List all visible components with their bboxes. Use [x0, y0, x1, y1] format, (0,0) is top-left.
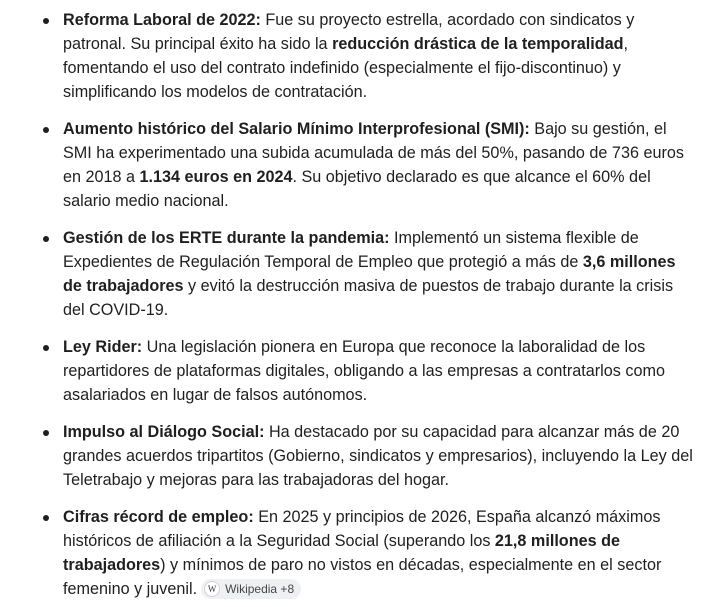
bullet: [43, 345, 49, 351]
list-item: [40, 505, 693, 601]
bullet: [43, 18, 49, 24]
item-heading: Impulso al Diálogo Social:: [63, 423, 265, 441]
item-highlight: 1.134 euros en 2024: [139, 168, 293, 186]
source-chip[interactable]: [201, 579, 301, 599]
item-heading: Cifras récord de empleo:: [63, 508, 254, 526]
bullet: [43, 430, 49, 436]
item-text: En 2025 y principios de 2026, España alcanzó máximos históricos de afiliación a la Seguridad Social (superando los: [63, 508, 661, 550]
item-heading: Aumento histórico del Salario Mínimo Interprofesional (SMI):: [63, 120, 530, 138]
item-highlight: 3,6 millones de trabajadores: [63, 253, 676, 295]
item-text: Fue su proyecto estrella, acordado con sindicatos y patronal. Su principal éxito ha sido la: [63, 11, 635, 53]
wikipedia-icon: W: [204, 581, 220, 597]
list-item: [40, 335, 693, 407]
item-heading: Ley Rider:: [63, 338, 143, 356]
item-text: , fomentando el uso del contrato indefinido (especialmente el fijo-discontinuo) y simplificando los modelos de contratación.: [63, 35, 629, 101]
bullet: [43, 127, 49, 133]
bullet: [43, 236, 49, 242]
item-text: Bajo su gestión, el SMI ha experimentado una subida acumulada de más del 50%, pasando de 736 euros en 2018 a: [63, 120, 684, 186]
item-text: . Su objetivo declarado es que alcance el 60% del salario medio nacional.: [63, 168, 651, 210]
item-text: Ha destacado por su capacidad para alcanzar más de 20 grandes acuerdos tripartitos (Gobierno, sindicatos y empresarios), incluyendo la Ley del Teletrabajo y mejoras para las trabajadoras del hogar.: [63, 423, 693, 489]
item-heading: Reforma Laboral de 2022:: [63, 11, 261, 29]
item-text: ) y mínimos de paro no vistos en décadas, especialmente en el sector femenino y juvenil.: [63, 556, 662, 598]
bullet: [43, 515, 49, 521]
item-highlight: reducción drástica de la temporalidad: [332, 35, 624, 53]
item-highlight: 21,8 millones de trabajadores: [63, 532, 620, 574]
source-chip-label: Wikipedia +8: [225, 581, 295, 596]
item-text: y evitó la destrucción masiva de puestos de trabajo durante la crisis del COVID-19.: [63, 277, 674, 319]
item-text: Implementó un sistema flexible de Expedientes de Regulación Temporal de Empleo que protegió a más de: [63, 229, 639, 271]
list-item: [40, 8, 693, 104]
list-item: [40, 420, 693, 492]
item-text: Una legislación pionera en Europa que reconoce la laboralidad de los repartidores de plataformas digitales, obligando a las empresas a contratarlos como asalariados en lugar de falsos autónomos.: [63, 338, 665, 404]
list-item: [40, 226, 693, 322]
list-item: [40, 117, 693, 213]
item-heading: Gestión de los ERTE durante la pandemia:: [63, 229, 390, 247]
